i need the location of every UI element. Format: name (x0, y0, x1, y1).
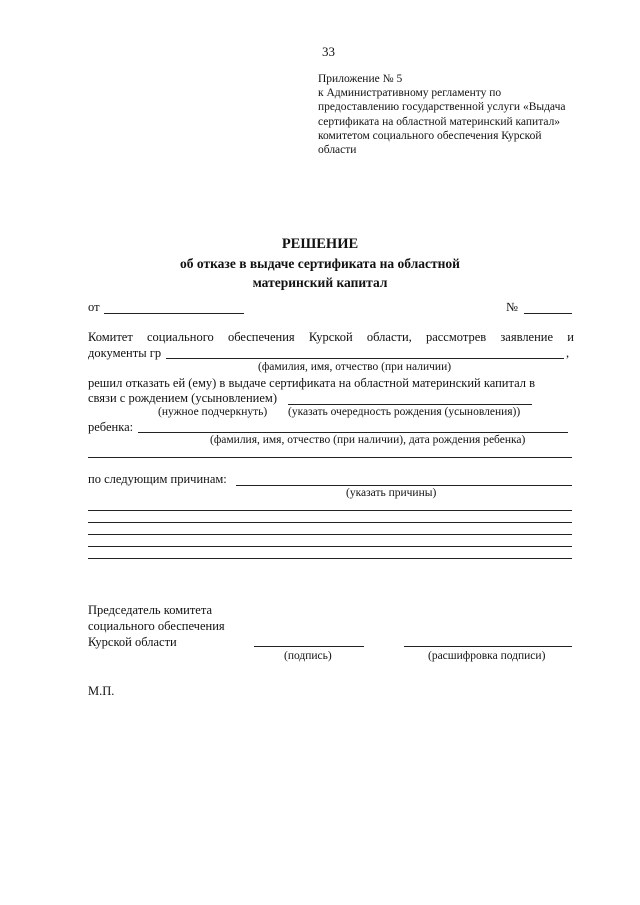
fio-hint: (фамилия, имя, отчество (при наличии) (258, 361, 452, 373)
child-label: ребенка: (88, 420, 134, 434)
signature-decode-line[interactable] (404, 646, 572, 647)
documents-label: документы гр (88, 346, 162, 360)
from-label: от (88, 300, 100, 314)
reason-line[interactable] (88, 546, 572, 547)
intro-word: рассмотрев (425, 330, 487, 344)
signature-line[interactable] (254, 646, 364, 647)
document-subtitle-line1: об отказе в выдаче сертификата на областной (180, 256, 460, 271)
comma: , (566, 346, 570, 360)
signatory-position (88, 602, 225, 650)
number-label: № (506, 300, 518, 314)
reasons-label: по следующим причинам: (88, 472, 227, 486)
intro-word: социального (146, 330, 214, 344)
intro-word: Комитет (88, 330, 133, 344)
reason-line[interactable] (88, 534, 572, 535)
reason-line[interactable] (88, 510, 572, 511)
position-line: Председатель комитета (88, 603, 212, 617)
intro-line (88, 330, 574, 345)
child-name-line[interactable] (138, 432, 568, 433)
document-title: РЕШЕНИЕ (281, 236, 359, 252)
appendix-line: Приложение № 5 (318, 73, 403, 85)
reason-line[interactable] (88, 558, 572, 559)
underline-hint: (нужное подчеркнуть) (158, 406, 268, 418)
document-subtitle-line2: материнский капитал (252, 275, 388, 290)
intro-word: Курской (308, 330, 353, 344)
reasons-hint: (указать причины) (346, 487, 437, 499)
reasons-line[interactable] (236, 485, 572, 486)
child-hint: (фамилия, имя, отчество (при наличии), дата рождения ребенка) (210, 434, 526, 446)
appendix-block (318, 72, 565, 157)
child-extra-line[interactable] (88, 457, 572, 458)
position-line: социального обеспечения (88, 619, 225, 633)
intro-word: и (567, 330, 574, 344)
decided-line1: решил отказать ей (ему) в выдаче сертификата на областной материнский капитал в (88, 376, 536, 390)
appendix-line: области (318, 144, 357, 157)
signature-hint: (подпись) (284, 650, 332, 662)
applicant-name-line[interactable] (166, 358, 564, 359)
appendix-line: предоставлению государственной услуги «Выдача (318, 101, 566, 114)
intro-word: обеспечения (227, 330, 295, 344)
reason-line[interactable] (88, 522, 572, 523)
appendix-line: комитетом социального обеспечения Курской (318, 129, 542, 142)
position-line: Курской области (88, 635, 177, 649)
stamp-placeholder: М.П. (88, 684, 115, 698)
intro-word: заявление (500, 330, 554, 344)
signature-decode-hint: (расшифровка подписи) (428, 650, 546, 662)
intro-word: области, (366, 330, 412, 344)
date-field-line[interactable] (104, 313, 244, 314)
appendix-line: к Административному регламенту по (318, 87, 502, 100)
order-hint: (указать очередность рождения (усыновления)) (288, 406, 521, 418)
appendix-line: сертификата на областной материнский капитал» (318, 115, 561, 128)
birth-order-line[interactable] (288, 404, 532, 405)
number-field-line[interactable] (524, 313, 572, 314)
decided-line2: связи с рождением (усыновлением) (88, 391, 277, 405)
page-number: 33 (322, 44, 335, 59)
